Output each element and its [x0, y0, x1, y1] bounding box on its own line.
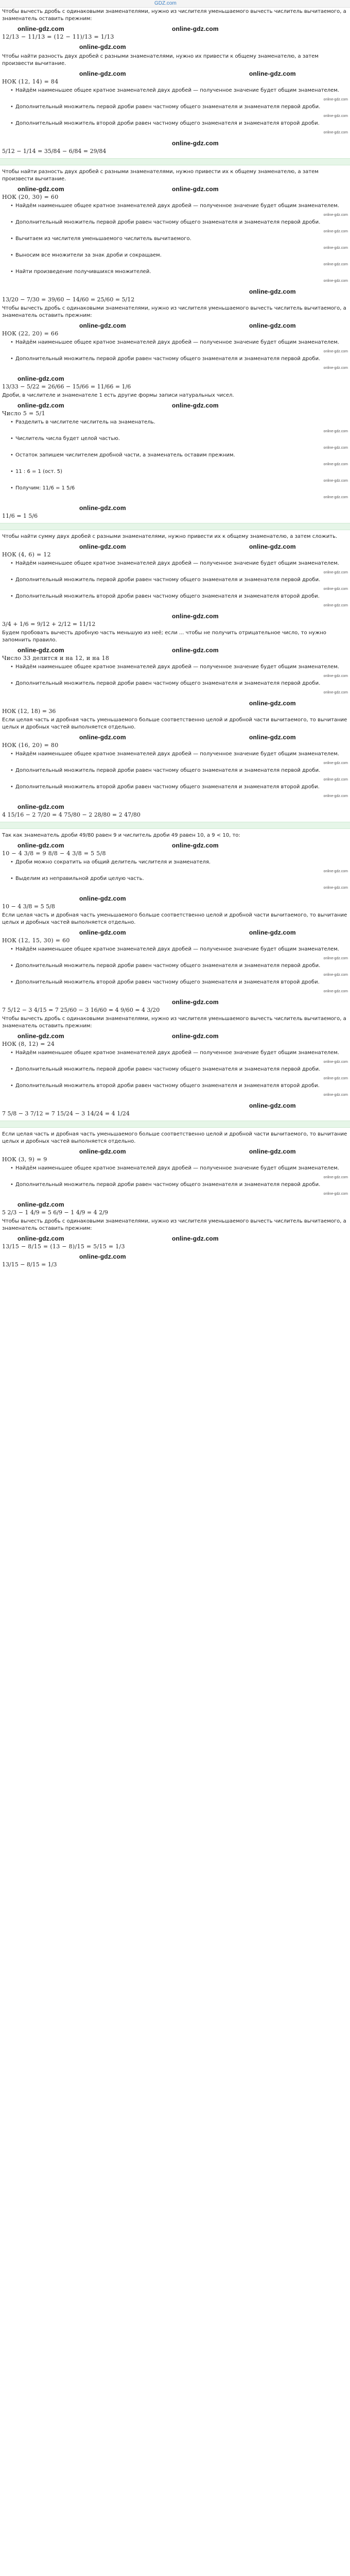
step-item: • Найдём наименьшее общее кратное знаменателей двух дробей — полученное значение будет общим знаменателем. — [2, 339, 348, 346]
small-watermark: online-gdz.com — [323, 230, 348, 233]
steps-list — [2, 87, 348, 137]
watermark-row — [2, 503, 348, 513]
small-watermark: online-gdz.com — [323, 350, 348, 353]
section-formula: 13/15 − 8/15 = (13 − 8)/15 = 5/15 = 1/3 — [2, 1243, 125, 1250]
steps-list — [2, 664, 348, 697]
watermark-row — [2, 612, 348, 621]
solution-section — [2, 392, 348, 530]
watermark-text: online-gdz.com — [18, 842, 64, 849]
watermark-text: online-gdz.com — [249, 322, 296, 329]
watermark-row — [2, 24, 348, 33]
section-formula: НОК (12, 15, 30) = 60 — [2, 937, 70, 944]
solution-page — [2, 8, 348, 1270]
step-item: • Найдём наименьшее общее кратное знаменателей двух дробей — полученное значение будет общим знаменателем. — [2, 560, 348, 567]
solution-section — [2, 630, 348, 715]
watermark-row — [2, 928, 348, 937]
solution-section — [2, 305, 348, 391]
section-answer: 5 2/3 − 1 4/9 = 5 6/9 − 1 4/9 = 4 2/9 — [2, 1209, 108, 1216]
step-item: • Найти произведение получившихся множителей. — [2, 268, 348, 276]
top-bar — [0, 0, 350, 8]
watermark-text: online-gdz.com — [18, 1032, 64, 1040]
watermark-row — [2, 69, 348, 78]
steps-list — [2, 419, 348, 501]
steps-list — [2, 202, 348, 285]
watermark-row — [2, 374, 348, 383]
small-watermark: online-gdz.com — [323, 674, 348, 678]
separator-band — [0, 523, 350, 530]
watermark-text: online-gdz.com — [172, 185, 219, 193]
step-item: • Дополнительный множитель второй дроби равен частному общего знаменателя и знаменателя второй дроби. — [2, 979, 348, 986]
small-watermark: online-gdz.com — [323, 279, 348, 283]
watermark-row — [2, 646, 348, 655]
small-watermark: online-gdz.com — [323, 691, 348, 694]
watermark-row — [2, 42, 348, 52]
small-watermark: online-gdz.com — [323, 1192, 348, 1196]
small-watermark: online-gdz.com — [323, 973, 348, 977]
section-formula: НОК (8, 12) = 24 — [2, 1041, 55, 1047]
watermark-row — [2, 1234, 348, 1243]
solution-section — [2, 832, 348, 910]
step-item: • Дополнительный множитель второй дроби равен частному общего знаменателя и знаменателя второй дроби. — [2, 1082, 348, 1090]
small-watermark: online-gdz.com — [323, 990, 348, 993]
solution-section — [2, 1131, 348, 1216]
section-answer: 3/4 + 1/6 = 9/12 + 2/12 = 11/12 — [2, 621, 96, 628]
watermark-row — [2, 401, 348, 410]
watermark-text: online-gdz.com — [249, 734, 296, 741]
steps-list — [2, 1049, 348, 1099]
section-formula: НОК (12, 14) = 84 — [2, 78, 59, 85]
section-formula: НОК (20, 30) = 60 — [2, 194, 59, 200]
section-answer: 13/33 − 5/22 = 26/66 − 15/66 = 11/66 = 1/6 — [2, 383, 131, 390]
separator-band — [0, 822, 350, 829]
solution-section — [2, 1218, 348, 1268]
section-formula: 10 − 4 3/8 = 9 8/8 − 4 3/8 = 5 5/8 — [2, 850, 106, 857]
watermark-text: online-gdz.com — [79, 734, 126, 741]
step-item: • Найдём наименьшее общее кратное знаменателей двух дробей — полученное значение будет общим знаменателем. — [2, 751, 348, 758]
step-item: • Дроби можно сократить на общий делитель числителя и знаменателя. — [2, 859, 348, 866]
watermark-text: online-gdz.com — [79, 43, 126, 50]
watermark-text: online-gdz.com — [18, 1201, 64, 1208]
watermark-text: online-gdz.com — [79, 322, 126, 329]
small-watermark: online-gdz.com — [323, 131, 348, 134]
solution-section — [2, 912, 348, 1014]
small-watermark: online-gdz.com — [323, 213, 348, 217]
watermark-text: online-gdz.com — [172, 998, 219, 1006]
watermark-text: online-gdz.com — [249, 70, 296, 77]
small-watermark: online-gdz.com — [323, 366, 348, 370]
watermark-text: online-gdz.com — [172, 647, 219, 654]
section-formula: НОК (16, 20) = 80 — [2, 742, 59, 749]
small-watermark: online-gdz.com — [323, 957, 348, 960]
watermark-text: online-gdz.com — [249, 700, 296, 707]
steps-list — [2, 1165, 348, 1198]
separator-band — [0, 158, 350, 165]
watermark-row — [2, 1200, 348, 1209]
section-intro: Дроби, в числителе и знаменателе 1 есть другие формы записи натуральных чисел. — [2, 393, 234, 398]
watermark-text: online-gdz.com — [249, 288, 296, 295]
watermark-text: online-gdz.com — [18, 647, 64, 654]
section-intro: Так как знаменатель дроби 49/80 равен 9 и числитель дроби 49 равен 10, а 9 < 10, то: — [2, 833, 240, 838]
watermark-text: online-gdz.com — [172, 140, 219, 147]
step-item: • Дополнительный множитель первой дроби равен частному общего знаменателя и знаменателя первой дроби. — [2, 767, 348, 774]
section-intro: Чтобы найти сумму двух дробей с разными знаменателями, нужно привести их к общему знаменателю, а затем сложить. — [2, 534, 338, 539]
small-watermark: online-gdz.com — [323, 761, 348, 765]
section-intro: Если целая часть и дробная часть уменьшаемого больше соответственно целой и дробной части вычитаемого, то вычитание целых и дробных частей выполняется отдельно. — [2, 912, 347, 925]
watermark-text: online-gdz.com — [18, 185, 64, 193]
solution-section — [2, 533, 348, 628]
separator-band — [0, 1121, 350, 1128]
section-intro: Чтобы найти разность двух дробей с разными знаменателями, нужно привести их к общему знаменателю, а затем произвести вычитание. — [2, 169, 319, 182]
section-intro: Чтобы вычесть дробь с одинаковыми знаменателями, нужно из числителя уменьшаемого вычесть числитель вычитаемого, а знаменатель оставить прежним: — [2, 306, 346, 318]
watermark-text: online-gdz.com — [249, 543, 296, 550]
small-watermark: online-gdz.com — [323, 246, 348, 250]
step-item: • Дополнительный множитель второй дроби равен частному общего знаменателя и знаменателя второй дроби. — [2, 784, 348, 791]
section-intro: Если целая часть и дробная часть уменьшаемого больше соответственно целой и дробной части вычитаемого, то вычитание целых и дробных частей выполняется отдельно. — [2, 1131, 347, 1144]
watermark-row — [2, 997, 348, 1007]
section-answer: 7 5/12 − 3 4/15 = 7 25/60 − 3 16/60 = 4 9/60 = 4 3/20 — [2, 1007, 160, 1013]
small-watermark: online-gdz.com — [323, 794, 348, 798]
section-intro: Чтобы вычесть дробь с одинаковыми знаменателями, нужно из числителя уменьшаемого вычесть числитель вычитаемого, а знаменатель оставить прежним: — [2, 9, 346, 22]
step-item: • 11 : 6 = 1 (ост. 5) — [2, 468, 348, 476]
watermark-row — [2, 184, 348, 194]
watermark-text: online-gdz.com — [79, 895, 126, 902]
small-watermark: online-gdz.com — [323, 571, 348, 574]
watermark-text: online-gdz.com — [172, 1235, 219, 1242]
watermark-row — [2, 1031, 348, 1041]
watermark-text: online-gdz.com — [79, 543, 126, 550]
step-item: • Дополнительный множитель первой дроби равен частному общего знаменателя и знаменателя первой дроби. — [2, 577, 348, 584]
watermark-text: online-gdz.com — [79, 504, 126, 512]
step-item: • Дополнительный множитель первой дроби равен частному общего знаменателя и знаменателя первой дроби. — [2, 104, 348, 111]
step-item: • Дополнительный множитель первой дроби равен частному общего знаменателя и знаменателя первой дроби. — [2, 962, 348, 970]
watermark-text: online-gdz.com — [249, 1148, 296, 1155]
small-watermark: online-gdz.com — [323, 604, 348, 607]
watermark-text: online-gdz.com — [18, 1235, 64, 1242]
small-watermark: online-gdz.com — [323, 587, 348, 591]
section-formula: Число 5 = 5/1 — [2, 410, 45, 417]
watermark-row — [2, 841, 348, 850]
section-answer: 7 5/8 − 3 7/12 = 7 15/24 − 3 14/24 = 4 1/24 — [2, 1110, 130, 1117]
watermark-text: online-gdz.com — [249, 929, 296, 936]
step-item: • Дополнительный множитель второй дроби равен частному общего знаменателя и знаменателя второй дроби. — [2, 120, 348, 127]
small-watermark: online-gdz.com — [323, 463, 348, 466]
step-item: • Дополнительный множитель первой дроби равен частному общего знаменателя и знаменателя первой дроби. — [2, 219, 348, 226]
steps-list — [2, 339, 348, 372]
small-watermark: online-gdz.com — [323, 1077, 348, 1080]
small-watermark: online-gdz.com — [323, 870, 348, 873]
step-item: • Числитель числа будет целой частью. — [2, 435, 348, 443]
watermark-text: online-gdz.com — [79, 1253, 126, 1260]
step-item: • Остаток запишем числителем дробной части, а знаменатель оставим прежним. — [2, 452, 348, 459]
step-item: • Найдём наименьшее общее кратное знаменателей двух дробей — полученное значение будет общим знаменателем. — [2, 664, 348, 671]
small-watermark: online-gdz.com — [323, 1176, 348, 1179]
step-item: • Найдём наименьшее общее кратное знаменателей двух дробей — полученное значение будет общим знаменателем. — [2, 1049, 348, 1057]
step-item: • Дополнительный множитель первой дроби равен частному общего знаменателя и знаменателя первой дроби. — [2, 1066, 348, 1073]
small-watermark: online-gdz.com — [323, 430, 348, 433]
watermark-text: online-gdz.com — [18, 375, 64, 382]
steps-list — [2, 946, 348, 995]
watermark-text: online-gdz.com — [79, 929, 126, 936]
small-watermark: online-gdz.com — [323, 1060, 348, 1064]
section-intro: Будем пробовать вычесть дробную часть меньшую из неё; если ... чтобы не получить отрицательное число, то нужно запомнить правило. — [2, 630, 326, 643]
watermark-row — [2, 542, 348, 551]
site-logo[interactable]: GDZ.com — [154, 1, 177, 6]
watermark-row — [2, 733, 348, 742]
watermark-row — [2, 894, 348, 903]
solution-section — [2, 53, 348, 165]
steps-list — [2, 560, 348, 609]
step-item: • Выделим из неправильной дроби целую часть. — [2, 875, 348, 883]
watermark-row — [2, 802, 348, 811]
watermark-text: online-gdz.com — [172, 25, 219, 32]
step-item: • Дополнительный множитель первой дроби равен частному общего знаменателя и знаменателя первой дроби. — [2, 1181, 348, 1189]
step-item: • Найдём наименьшее общее кратное знаменателей двух дробей — полученное значение будет общим знаменателем. — [2, 946, 348, 953]
section-answer: 13/20 − 7/30 = 39/60 − 14/60 = 25/60 = 5/12 — [2, 296, 135, 303]
small-watermark: online-gdz.com — [323, 886, 348, 890]
step-item: • Разделить в числителе числитель на знаменатель. — [2, 419, 348, 426]
watermark-text: online-gdz.com — [172, 1032, 219, 1040]
solution-section — [2, 717, 348, 829]
small-watermark: online-gdz.com — [323, 114, 348, 118]
step-item: • Вычитаем из числителя уменьшаемого числитель вычитаемого. — [2, 235, 348, 243]
section-answer: 11/6 = 1 5/6 — [2, 513, 38, 519]
small-watermark: online-gdz.com — [323, 98, 348, 101]
section-intro: Чтобы найти разность двух дробей с разными знаменателями, нужно их привести к общему знаменателю, а затем произвести вычитание. — [2, 54, 319, 66]
watermark-text: online-gdz.com — [18, 25, 64, 32]
watermark-text: online-gdz.com — [18, 402, 64, 409]
step-item: • Найдём наименьшее общее кратное знаменателей двух дробей — полученное значение будет общим знаменателем. — [2, 1165, 348, 1172]
watermark-text: online-gdz.com — [172, 402, 219, 409]
watermark-text: online-gdz.com — [18, 803, 64, 810]
step-item: • Дополнительный множитель первой дроби равен частному общего знаменателя и знаменателя первой дроби. — [2, 355, 348, 363]
watermark-row — [2, 139, 348, 148]
section-formula: 12/13 − 11/13 = (12 − 11)/13 = 1/13 — [2, 33, 114, 40]
step-item: • Найдём наименьшее общее кратное знаменателей двух дробей — полученное значение будет общим знаменателем. — [2, 202, 348, 210]
solution-section — [2, 168, 348, 303]
section-formula: НОК (22, 20) = 66 — [2, 330, 59, 337]
watermark-row — [2, 287, 348, 296]
step-item: • Выносим все множители за знак дроби и сокращаем. — [2, 252, 348, 259]
watermark-text: online-gdz.com — [79, 70, 126, 77]
section-formula: НОК (4, 6) = 12 — [2, 551, 51, 558]
section-answer: НОК (12, 18) = 36 — [2, 708, 56, 715]
small-watermark: online-gdz.com — [323, 479, 348, 483]
section-intro: Чтобы вычесть дробь с одинаковыми знаменателями, нужно из числителя уменьшаемого вычесть числитель вычитаемого, а знаменатель оставить прежним: — [2, 1218, 346, 1231]
watermark-row — [2, 1147, 348, 1156]
step-item: • Найдём наименьшее общее кратное знаменателей двух дробей — полученное значение будет общим знаменателем. — [2, 87, 348, 94]
steps-list — [2, 859, 348, 892]
small-watermark: online-gdz.com — [323, 1093, 348, 1097]
step-item: • Дополнительный множитель второй дроби равен частному общего знаменателя и знаменателя второй дроби. — [2, 593, 348, 600]
section-intro: Если целая часть и дробная часть уменьшаемого больше соответственно целой и дробной части вычитаемого, то вычитание целых и дробных частей выполняется отдельно. — [2, 717, 347, 730]
section-answer: 13/15 − 8/15 = 1/3 — [2, 1261, 57, 1268]
watermark-text: online-gdz.com — [172, 613, 219, 620]
small-watermark: online-gdz.com — [323, 263, 348, 266]
small-watermark: online-gdz.com — [323, 778, 348, 782]
watermark-row — [2, 699, 348, 708]
section-formula: НОК (3, 9) = 9 — [2, 1156, 47, 1163]
watermark-text: online-gdz.com — [79, 1148, 126, 1155]
section-formula: Число 33 делится и на 12, и на 18 — [2, 655, 110, 662]
solution-section — [2, 8, 348, 52]
step-item: • Дополнительный множитель первой дроби равен частному общего знаменателя и знаменателя первой дроби. — [2, 680, 348, 687]
section-answer: 4 15/16 − 2 7/20 = 4 75/80 − 2 28/80 = 2 47/80 — [2, 811, 141, 818]
step-item: • Получим: 11/6 = 1 5/6 — [2, 485, 348, 492]
watermark-row — [2, 1101, 348, 1110]
section-answer: 5/12 − 1/14 = 35/84 − 6/84 = 29/84 — [2, 148, 107, 155]
watermark-row — [2, 321, 348, 330]
section-answer: 10 − 4 3/8 = 5 5/8 — [2, 903, 55, 910]
watermark-text: online-gdz.com — [172, 842, 219, 849]
small-watermark: online-gdz.com — [323, 446, 348, 450]
section-intro: Чтобы вычесть дробь с одинаковыми знаменателями, нужно из числителя уменьшаемого вычесть числитель вычитаемого, а знаменатель оставить прежним: — [2, 1016, 346, 1029]
solution-section — [2, 1015, 348, 1128]
steps-list — [2, 751, 348, 800]
watermark-row — [2, 1252, 348, 1261]
watermark-text: online-gdz.com — [249, 1102, 296, 1109]
small-watermark: online-gdz.com — [323, 496, 348, 499]
